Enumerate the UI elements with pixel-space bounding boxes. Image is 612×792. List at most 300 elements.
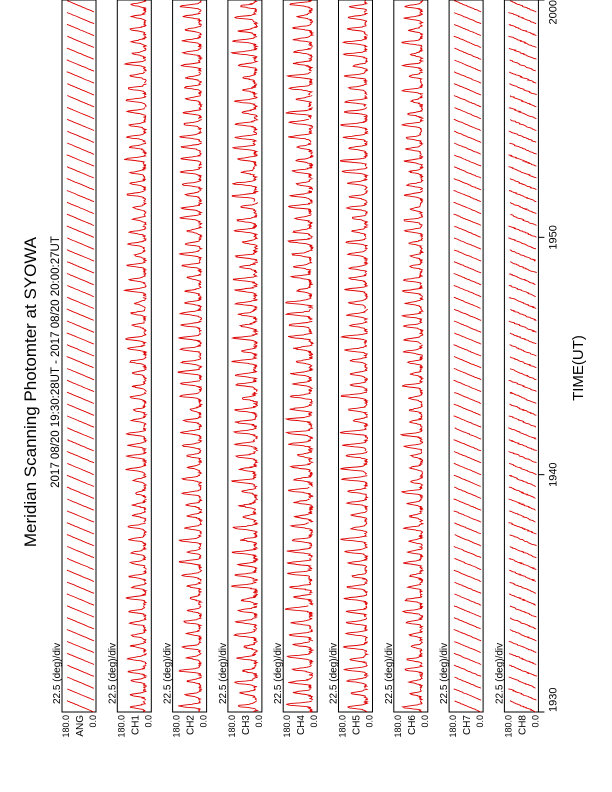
scan-trace bbox=[240, 689, 257, 700]
scan-trace bbox=[190, 594, 201, 605]
scan-trace bbox=[125, 60, 146, 71]
scan-trace bbox=[345, 547, 368, 558]
scan-trace bbox=[510, 357, 536, 368]
scan-trace bbox=[134, 404, 147, 415]
scan-trace bbox=[67, 440, 94, 451]
scan-trace bbox=[508, 238, 536, 249]
scan-trace bbox=[235, 440, 257, 451]
scan-trace bbox=[132, 582, 146, 593]
scan-trace bbox=[130, 357, 146, 368]
scan-trace bbox=[510, 558, 537, 569]
scan-trace bbox=[454, 84, 481, 95]
y-tick-label-bottom: 0.0 bbox=[253, 715, 264, 728]
scan-trace bbox=[182, 262, 201, 273]
scan-trace bbox=[235, 13, 257, 24]
scan-trace bbox=[510, 701, 536, 712]
scan-trace bbox=[454, 440, 482, 451]
scan-trace bbox=[242, 107, 257, 118]
scan-trace bbox=[406, 179, 422, 190]
scan-trace bbox=[187, 226, 202, 237]
scan-trace bbox=[126, 333, 146, 344]
scan-trace bbox=[293, 24, 312, 35]
scan-trace bbox=[402, 487, 423, 498]
scan-trace bbox=[67, 202, 94, 213]
scan-trace bbox=[455, 677, 481, 688]
scan-trace bbox=[508, 13, 536, 24]
scan-trace bbox=[67, 630, 94, 641]
x-axis-label: TIME(UT) bbox=[570, 335, 587, 401]
scan-trace bbox=[510, 250, 536, 261]
scale-label: 22.5 (deg)/div bbox=[273, 642, 285, 704]
scan-trace bbox=[454, 547, 481, 558]
scan-trace bbox=[508, 36, 536, 47]
scan-trace bbox=[234, 226, 257, 237]
scan-trace bbox=[352, 226, 367, 237]
scan-trace bbox=[128, 665, 146, 676]
y-tick-label-bottom: 0.0 bbox=[143, 715, 154, 728]
scan-trace bbox=[125, 285, 147, 296]
scan-trace bbox=[292, 250, 312, 261]
time-axis bbox=[538, 0, 559, 712]
scan-trace bbox=[181, 380, 202, 391]
scan-trace bbox=[67, 179, 94, 190]
scan-trace bbox=[404, 523, 423, 534]
scan-trace bbox=[454, 48, 481, 59]
panel-frame bbox=[339, 0, 373, 712]
scan-trace bbox=[511, 309, 537, 320]
scan-trace bbox=[67, 285, 94, 296]
scan-trace bbox=[509, 594, 536, 605]
scan-trace bbox=[344, 72, 367, 83]
scan-trace bbox=[349, 1, 366, 12]
scan-trace bbox=[346, 630, 367, 641]
scan-trace bbox=[454, 309, 481, 320]
scan-trace bbox=[67, 404, 94, 415]
scan-trace bbox=[67, 1, 94, 12]
scan-trace bbox=[131, 416, 146, 427]
scan-trace bbox=[291, 618, 313, 629]
y-tick-label-top: 180.0 bbox=[282, 715, 293, 738]
scan-trace bbox=[67, 48, 94, 59]
scan-trace bbox=[509, 167, 537, 178]
scan-trace bbox=[454, 250, 481, 261]
scan-trace bbox=[187, 547, 201, 558]
scan-trace bbox=[67, 535, 94, 546]
scan-trace bbox=[454, 36, 481, 47]
scan-trace bbox=[179, 333, 202, 344]
scan-trace bbox=[238, 309, 257, 320]
scan-trace bbox=[133, 475, 146, 486]
scan-trace bbox=[510, 179, 536, 190]
y-tick-label-top: 180.0 bbox=[392, 715, 403, 738]
scan-trace bbox=[243, 84, 257, 95]
scan-trace bbox=[185, 72, 201, 83]
scan-trace bbox=[351, 689, 367, 700]
scan-trace bbox=[454, 558, 481, 569]
scan-trace bbox=[180, 131, 202, 142]
scan-trace bbox=[67, 606, 94, 617]
scan-trace bbox=[454, 487, 481, 498]
scan-trace bbox=[67, 345, 94, 356]
scan-trace bbox=[187, 511, 202, 522]
scan-trace bbox=[401, 428, 422, 439]
scan-trace bbox=[351, 523, 367, 534]
scan-trace bbox=[240, 321, 257, 332]
scan-trace bbox=[286, 309, 312, 320]
scan-trace bbox=[67, 309, 94, 320]
scan-trace bbox=[243, 392, 258, 403]
channel-label: CH2 bbox=[185, 715, 197, 736]
scan-trace bbox=[454, 214, 481, 225]
scan-trace bbox=[348, 558, 367, 569]
scan-trace bbox=[232, 357, 257, 368]
scan-trace bbox=[134, 250, 146, 261]
chart-title: Meridian Scanning Photomter at SYOWA bbox=[21, 236, 40, 548]
scan-trace bbox=[187, 606, 201, 617]
scan-trace bbox=[411, 452, 423, 463]
scan-trace bbox=[292, 167, 313, 178]
scan-trace bbox=[179, 535, 201, 546]
scan-trace bbox=[235, 677, 257, 688]
scan-trace bbox=[402, 36, 423, 47]
scan-trace bbox=[411, 96, 423, 107]
scan-trace bbox=[184, 119, 202, 130]
scan-trace bbox=[341, 119, 368, 130]
scan-trace bbox=[348, 13, 367, 24]
rotated-plot-group bbox=[21, 0, 587, 738]
scan-trace bbox=[288, 238, 312, 249]
scan-trace bbox=[233, 274, 257, 285]
scan-trace bbox=[455, 582, 482, 593]
scan-trace bbox=[128, 345, 146, 356]
scan-trace bbox=[287, 570, 312, 581]
scan-trace bbox=[509, 677, 536, 688]
scan-trace bbox=[403, 321, 422, 332]
scan-trace bbox=[130, 167, 145, 178]
scan-trace bbox=[130, 392, 146, 403]
scan-trace bbox=[510, 202, 536, 213]
scan-trace bbox=[67, 570, 94, 581]
scale-label: 22.5 (deg)/div bbox=[107, 642, 119, 704]
scan-trace bbox=[347, 179, 367, 190]
scan-trace bbox=[510, 107, 537, 118]
scan-trace bbox=[67, 475, 94, 486]
scan-trace bbox=[131, 677, 146, 688]
scan-trace bbox=[406, 131, 422, 142]
x-tick-label: 1950 bbox=[547, 225, 560, 250]
scan-trace bbox=[286, 297, 313, 308]
scan-trace bbox=[510, 392, 536, 403]
scan-trace bbox=[403, 60, 423, 71]
y-tick-label-top: 180.0 bbox=[116, 715, 127, 738]
scan-trace bbox=[294, 48, 312, 59]
scan-trace bbox=[455, 60, 482, 71]
scan-trace bbox=[186, 630, 201, 641]
channel-label: CH3 bbox=[240, 715, 252, 736]
scan-trace bbox=[131, 13, 146, 24]
scan-trace bbox=[128, 238, 146, 249]
channel-label: ANG bbox=[75, 715, 86, 737]
scan-trace bbox=[509, 143, 536, 154]
scan-trace bbox=[293, 36, 313, 47]
panel-ch8 bbox=[494, 0, 540, 738]
scan-trace bbox=[67, 250, 94, 261]
scan-trace bbox=[454, 452, 481, 463]
scan-trace bbox=[127, 428, 146, 439]
panel-ch3 bbox=[218, 0, 264, 738]
scan-trace bbox=[509, 380, 537, 391]
scan-trace bbox=[132, 369, 146, 380]
scan-trace bbox=[67, 558, 94, 569]
scan-trace bbox=[180, 392, 202, 403]
scan-trace bbox=[239, 499, 258, 510]
scan-trace bbox=[288, 72, 313, 83]
scan-trace bbox=[510, 96, 536, 107]
scan-trace bbox=[341, 155, 368, 166]
scan-trace bbox=[131, 1, 146, 12]
scan-trace bbox=[67, 119, 94, 130]
scan-trace bbox=[293, 345, 313, 356]
scan-trace bbox=[409, 511, 423, 522]
channel-label: CH5 bbox=[351, 715, 363, 736]
scan-trace bbox=[236, 452, 257, 463]
panel-stack bbox=[52, 0, 540, 738]
scan-trace bbox=[126, 594, 146, 605]
scan-trace bbox=[352, 214, 367, 225]
scan-trace bbox=[510, 24, 537, 35]
scan-trace bbox=[131, 309, 146, 320]
scan-trace bbox=[410, 689, 422, 700]
scan-trace bbox=[243, 72, 257, 83]
scale-label: 22.5 (deg)/div bbox=[217, 642, 229, 704]
scan-trace bbox=[233, 179, 257, 190]
scan-trace bbox=[183, 48, 202, 59]
scan-trace bbox=[232, 547, 257, 558]
panel-ch2 bbox=[163, 0, 209, 738]
scan-trace bbox=[508, 689, 536, 700]
scan-trace bbox=[235, 404, 257, 415]
scan-trace bbox=[341, 392, 367, 403]
scan-trace bbox=[404, 274, 423, 285]
scan-trace bbox=[411, 641, 422, 652]
scan-trace bbox=[238, 606, 257, 617]
scan-trace bbox=[509, 285, 536, 296]
scan-trace bbox=[510, 60, 536, 71]
scan-trace bbox=[130, 558, 146, 569]
scan-trace bbox=[127, 653, 146, 664]
scan-trace bbox=[67, 24, 94, 35]
scan-trace bbox=[180, 665, 202, 676]
scan-trace bbox=[409, 392, 423, 403]
scan-trace bbox=[454, 345, 482, 356]
scan-trace bbox=[132, 380, 146, 391]
scan-trace bbox=[405, 191, 423, 202]
scan-trace bbox=[288, 131, 311, 142]
scan-trace bbox=[130, 143, 147, 154]
scan-trace bbox=[181, 357, 201, 368]
scan-trace bbox=[67, 131, 94, 142]
scan-trace bbox=[182, 570, 202, 581]
scan-trace bbox=[67, 499, 94, 510]
scan-trace bbox=[351, 511, 367, 522]
scan-trace bbox=[67, 226, 94, 237]
scan-trace bbox=[186, 238, 202, 249]
scan-trace bbox=[454, 179, 481, 190]
scan-trace bbox=[344, 594, 367, 605]
scan-trace bbox=[130, 641, 146, 652]
scan-trace bbox=[510, 630, 537, 641]
scan-trace bbox=[185, 297, 202, 308]
scan-trace bbox=[455, 701, 481, 712]
scan-trace bbox=[404, 440, 423, 451]
scan-trace bbox=[235, 416, 257, 427]
scan-trace bbox=[347, 618, 367, 629]
scan-trace bbox=[237, 214, 257, 225]
scan-trace bbox=[345, 285, 368, 296]
scan-trace bbox=[405, 297, 423, 308]
scale-label: 22.5 (deg)/div bbox=[162, 642, 174, 704]
scan-trace bbox=[290, 582, 312, 593]
scan-trace bbox=[404, 333, 423, 344]
scan-trace bbox=[455, 428, 482, 439]
scan-trace bbox=[67, 274, 94, 285]
scan-trace bbox=[180, 1, 201, 12]
scan-trace bbox=[454, 499, 482, 510]
scan-trace bbox=[510, 1, 536, 12]
scan-trace bbox=[67, 167, 94, 178]
scan-trace bbox=[347, 499, 368, 510]
scan-trace bbox=[234, 428, 257, 439]
scan-trace bbox=[187, 274, 201, 285]
scan-trace bbox=[454, 297, 481, 308]
scan-trace bbox=[454, 285, 481, 296]
channel-label: CH4 bbox=[296, 715, 308, 736]
scan-trace bbox=[67, 487, 94, 498]
scan-trace bbox=[341, 475, 367, 486]
scan-trace bbox=[344, 641, 368, 652]
scan-trace bbox=[241, 594, 257, 605]
scan-trace bbox=[131, 630, 146, 641]
scan-trace bbox=[290, 1, 312, 12]
scan-trace bbox=[183, 179, 202, 190]
scan-trace bbox=[235, 250, 257, 261]
scan-trace bbox=[403, 701, 422, 712]
x-tick-label: 2000 bbox=[547, 0, 560, 25]
time-range-label: 2017 08/20 19:30:28UT - 2017 08/20 20:00:27UT bbox=[50, 236, 62, 488]
scan-trace bbox=[289, 630, 312, 641]
scan-trace bbox=[509, 440, 537, 451]
scan-trace bbox=[288, 440, 312, 451]
scan-trace bbox=[508, 226, 536, 237]
scan-trace bbox=[404, 214, 422, 225]
scan-trace bbox=[509, 84, 536, 95]
scan-trace bbox=[454, 380, 482, 391]
scan-trace bbox=[454, 463, 481, 474]
scan-trace bbox=[409, 167, 422, 178]
scan-trace bbox=[291, 523, 312, 534]
scan-trace bbox=[67, 72, 94, 83]
scan-trace bbox=[407, 653, 423, 664]
scan-trace bbox=[297, 13, 313, 24]
scan-trace bbox=[67, 547, 94, 558]
scan-trace bbox=[187, 582, 201, 593]
scan-trace bbox=[238, 558, 258, 569]
scan-trace bbox=[408, 547, 423, 558]
channel-label: CH6 bbox=[406, 715, 418, 736]
scan-trace bbox=[67, 594, 94, 605]
scan-trace bbox=[402, 119, 422, 130]
panel-frame bbox=[449, 0, 483, 712]
scan-trace bbox=[410, 250, 422, 261]
scan-trace bbox=[186, 653, 201, 664]
scan-trace bbox=[288, 653, 313, 664]
panel-ch4 bbox=[273, 0, 319, 738]
scan-trace bbox=[454, 13, 481, 24]
scan-trace bbox=[67, 13, 94, 24]
scan-trace bbox=[297, 285, 312, 296]
scan-trace bbox=[510, 547, 537, 558]
scan-trace bbox=[342, 333, 367, 344]
scan-trace bbox=[509, 463, 536, 474]
scan-trace bbox=[508, 523, 536, 534]
scan-trace bbox=[408, 357, 423, 368]
scan-trace bbox=[410, 369, 423, 380]
scan-trace bbox=[239, 701, 258, 712]
scan-trace bbox=[347, 582, 367, 593]
panel-frame bbox=[504, 0, 538, 712]
scan-trace bbox=[241, 1, 257, 12]
scan-trace bbox=[67, 392, 94, 403]
scan-trace bbox=[454, 570, 481, 581]
scan-trace bbox=[127, 440, 146, 451]
panel-frame bbox=[173, 0, 207, 712]
scan-trace bbox=[130, 179, 146, 190]
scan-trace bbox=[509, 653, 536, 664]
scan-trace bbox=[353, 416, 367, 427]
scan-trace bbox=[352, 570, 367, 581]
scan-trace bbox=[353, 60, 367, 71]
scan-trace bbox=[407, 499, 423, 510]
scan-trace bbox=[236, 380, 258, 391]
scan-trace bbox=[184, 416, 202, 427]
scan-trace bbox=[510, 369, 536, 380]
scan-trace bbox=[67, 665, 94, 676]
scan-trace bbox=[237, 653, 257, 664]
panel-frame bbox=[283, 0, 317, 712]
scan-trace bbox=[67, 618, 94, 629]
scan-trace bbox=[454, 594, 481, 605]
scan-trace bbox=[179, 558, 201, 569]
scan-trace bbox=[509, 641, 536, 652]
scan-trace bbox=[240, 262, 258, 273]
scan-trace bbox=[293, 641, 313, 652]
scan-trace bbox=[410, 570, 423, 581]
scan-trace bbox=[509, 191, 536, 202]
scan-trace bbox=[67, 333, 94, 344]
scan-trace bbox=[454, 357, 481, 368]
scan-trace bbox=[129, 274, 146, 285]
scan-trace bbox=[454, 404, 481, 415]
scan-trace bbox=[67, 380, 94, 391]
scan-trace bbox=[124, 155, 146, 166]
scan-trace bbox=[296, 357, 312, 368]
scan-trace bbox=[181, 202, 201, 213]
scan-trace bbox=[126, 463, 146, 474]
scan-trace bbox=[241, 202, 257, 213]
scan-trace bbox=[409, 677, 422, 688]
scan-trace bbox=[129, 119, 147, 130]
scan-trace bbox=[347, 24, 367, 35]
